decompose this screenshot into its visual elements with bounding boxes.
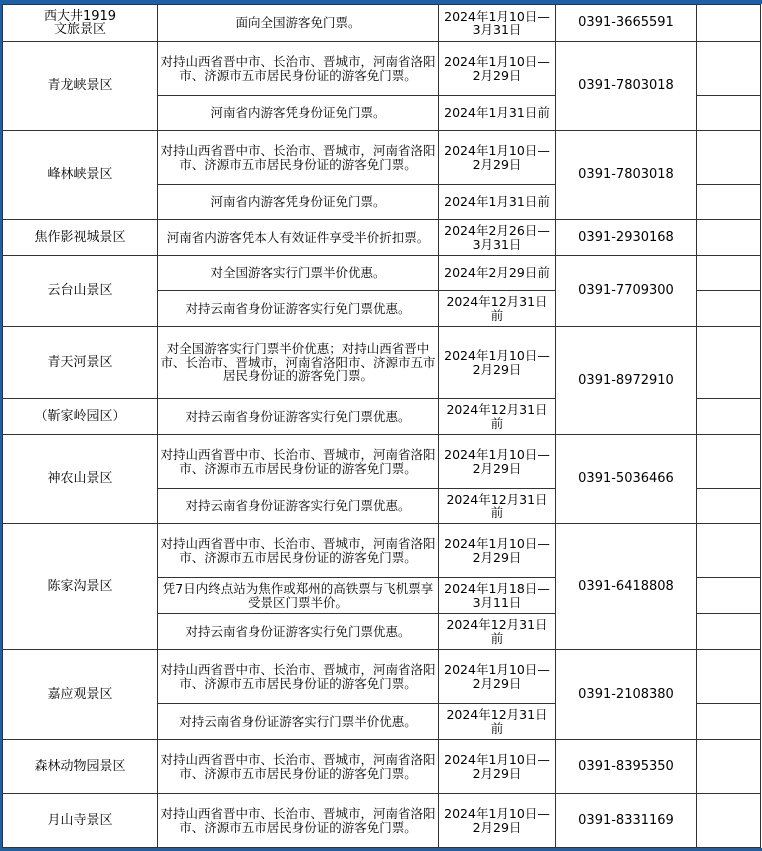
policy-desc: 对持山西省晋中市、长治市、晋城市，河南省洛阳市、济源市五市居民身份证的游客免门票。 — [158, 524, 439, 578]
empty-cell — [697, 578, 761, 614]
scenic-name: 月山寺景区 — [3, 794, 158, 848]
scenic-name: 神农山景区 — [3, 435, 158, 524]
policy-date: 2024年1月31日前 — [439, 96, 556, 131]
policy-desc: 对全国游客实行门票半价优惠；对持山西省晋中市、长治市、晋城市，河南省洛阳市、济源市五市居民身份证的游客免门票。 — [158, 327, 439, 399]
table-row — [3, 435, 761, 489]
policy-desc: 对持云南省身份证游客实行免门票优惠。 — [158, 614, 439, 650]
policy-date: 2024年12月31日前 — [439, 704, 556, 740]
empty-cell — [697, 399, 761, 435]
phone: 0391-7709300 — [556, 256, 697, 327]
policy-desc: 对持山西省晋中市、长治市、晋城市，河南省洛阳市、济源市五市居民身份证的游客免门票。 — [158, 740, 439, 794]
policy-desc: 对持云南省身份证游客实行免门票优惠。 — [158, 291, 439, 327]
policy-date: 2024年1月10日—2月29日 — [439, 650, 556, 704]
policy-date: 2024年1月10日—2月29日 — [439, 327, 556, 399]
empty-cell — [697, 524, 761, 578]
phone: 0391-8972910 — [556, 327, 697, 435]
policy-desc: 对持云南省身份证游客实行免门票优惠。 — [158, 489, 439, 524]
policy-desc: 对持山西省晋中市、长治市、晋城市，河南省洛阳市、济源市五市居民身份证的游客免门票。 — [158, 650, 439, 704]
policy-date: 2024年12月31日前 — [439, 399, 556, 435]
table-row — [3, 794, 761, 848]
phone: 0391-7803018 — [556, 131, 697, 220]
table-row — [3, 131, 761, 185]
table-row — [3, 42, 761, 96]
empty-cell — [697, 256, 761, 291]
empty-cell — [697, 650, 761, 704]
policy-date: 2024年12月31日前 — [439, 614, 556, 650]
phone: 0391-7803018 — [556, 42, 697, 131]
empty-cell — [697, 794, 761, 848]
empty-cell — [697, 42, 761, 96]
policy-desc: 对持山西省晋中市、长治市、晋城市，河南省洛阳市、济源市五市居民身份证的游客免门票。 — [158, 42, 439, 96]
phone: 0391-5036466 — [556, 435, 697, 524]
policy-desc: 对持云南省身份证游客实行免门票优惠。 — [158, 399, 439, 435]
empty-cell — [697, 291, 761, 327]
table-row — [3, 220, 761, 256]
phone: 0391-8395350 — [556, 740, 697, 794]
empty-cell — [697, 131, 761, 185]
policy-date: 2024年2月26日—3月31日 — [439, 220, 556, 256]
policy-desc: 对全国游客实行门票半价优惠。 — [158, 256, 439, 291]
scenic-name: 峰林峡景区 — [3, 131, 158, 220]
policy-date: 2024年1月10日—2月29日 — [439, 524, 556, 578]
table-row — [3, 650, 761, 704]
policy-desc: 河南省内游客凭身份证免门票。 — [158, 185, 439, 220]
scenic-name: 陈家沟景区 — [3, 524, 158, 650]
policy-desc: 对持山西省晋中市、长治市、晋城市，河南省洛阳市、济源市五市居民身份证的游客免门票。 — [158, 131, 439, 185]
table-row — [3, 5, 761, 42]
table-row — [3, 327, 761, 399]
phone: 0391-8331169 — [556, 794, 697, 848]
policy-date: 2024年12月31日前 — [439, 489, 556, 524]
empty-cell — [697, 614, 761, 650]
scenic-name: 青天河景区 — [3, 327, 158, 399]
policy-desc: 凭7日内终点站为焦作或郑州的高铁票与飞机票享受景区门票半价。 — [158, 578, 439, 614]
table-row — [3, 524, 761, 578]
empty-cell — [697, 489, 761, 524]
phone: 0391-6418808 — [556, 524, 697, 650]
policy-date: 2024年1月10日—2月29日 — [439, 435, 556, 489]
empty-cell — [697, 704, 761, 740]
empty-cell — [697, 740, 761, 794]
policy-desc: 河南省内游客凭本人有效证件享受半价折扣票。 — [158, 220, 439, 256]
empty-cell — [697, 96, 761, 131]
scenic-name: 嘉应观景区 — [3, 650, 158, 740]
phone: 0391-2108380 — [556, 650, 697, 740]
phone: 0391-3665591 — [556, 5, 697, 42]
policy-desc: 对持山西省晋中市、长治市、晋城市，河南省洛阳市、济源市五市居民身份证的游客免门票。 — [158, 794, 439, 848]
policy-desc: 河南省内游客凭身份证免门票。 — [158, 96, 439, 131]
policy-date: 2024年1月10日—2月29日 — [439, 131, 556, 185]
empty-cell — [697, 327, 761, 399]
table-row — [3, 256, 761, 291]
policy-date: 2024年1月10日—3月31日 — [439, 5, 556, 42]
scenic-name: 西大井1919 文旅景区 — [3, 5, 158, 42]
empty-cell — [697, 435, 761, 489]
scenic-name: （靳家岭园区） — [3, 399, 158, 435]
phone: 0391-2930168 — [556, 220, 697, 256]
policy-date: 2024年1月31日前 — [439, 185, 556, 220]
table-row — [3, 740, 761, 794]
scenic-area-table — [2, 4, 761, 848]
empty-cell — [697, 185, 761, 220]
policy-date: 2024年1月18日—3月11日 — [439, 578, 556, 614]
policy-date: 2024年2月29日前 — [439, 256, 556, 291]
policy-date: 2024年1月10日—2月29日 — [439, 42, 556, 96]
policy-desc: 面向全国游客免门票。 — [158, 5, 439, 42]
scenic-name: 焦作影视城景区 — [3, 220, 158, 256]
scenic-name: 云台山景区 — [3, 256, 158, 327]
empty-cell — [697, 5, 761, 42]
policy-desc: 对持云南省身份证游客实行门票半价优惠。 — [158, 704, 439, 740]
policy-date: 2024年1月10日—2月29日 — [439, 794, 556, 848]
scenic-name: 森林动物园景区 — [3, 740, 158, 794]
policy-desc: 对持山西省晋中市、长治市、晋城市，河南省洛阳市、济源市五市居民身份证的游客免门票。 — [158, 435, 439, 489]
policy-date: 2024年1月10日—2月29日 — [439, 740, 556, 794]
policy-date: 2024年12月31日前 — [439, 291, 556, 327]
scenic-name: 青龙峡景区 — [3, 42, 158, 131]
empty-cell — [697, 220, 761, 256]
